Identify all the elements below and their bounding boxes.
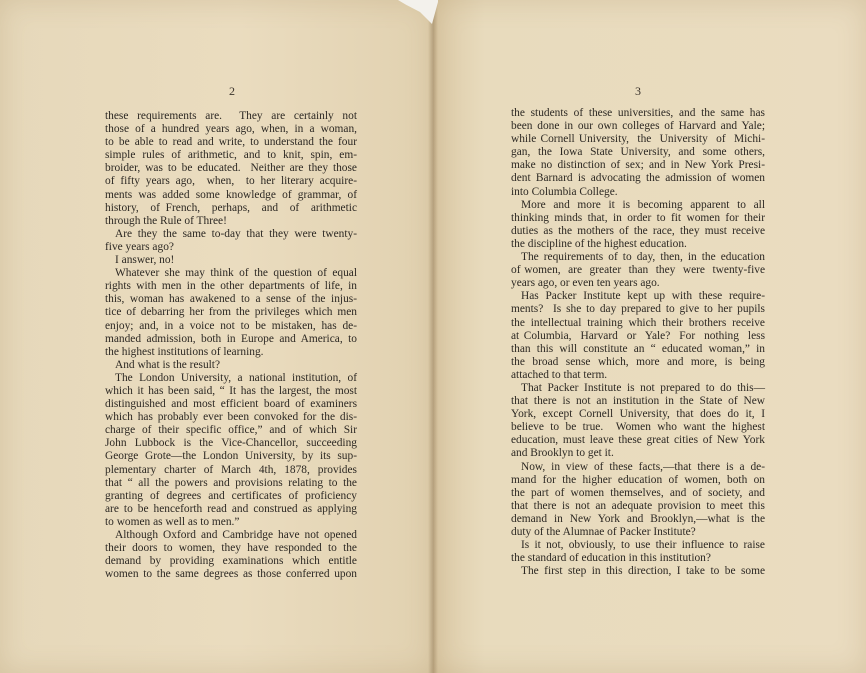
text-line: than this will constitute an “ educated woman,” in [511, 342, 765, 355]
text-line: George Grote—the London University, by its sup- [105, 450, 357, 463]
left-page-text [105, 110, 357, 581]
text-line: this, woman has awakened to a sense of the injus- [105, 293, 357, 306]
text-line: ments? Is she to day prepared to give to her pupils [511, 303, 765, 316]
text-line: the highest institutions of learning. [105, 345, 264, 358]
text-line: the part of women themselves, and of society, and [511, 486, 765, 499]
text-line: women to the same degrees as those conferred upon [105, 568, 357, 581]
text-line: which it has been said, “ It has the largest, the most [105, 384, 357, 397]
text-line: the students of these universities, and the same has [511, 107, 765, 119]
text-line: duty of the Alumnae of Packer Institute? [511, 526, 696, 538]
text-line: I answer, no! [115, 254, 175, 267]
text-line: More and more it is becoming apparent to all [521, 198, 765, 211]
text-line: the standard of education in this institution? [511, 552, 711, 565]
text-line: Whatever she may think of the question of equal [115, 267, 357, 280]
text-line: are to be henceforth read and construed as applying [105, 502, 357, 515]
text-line: to women as well as to men.” [105, 515, 240, 528]
text-line: attached to that term. [511, 368, 608, 381]
text-line: history, of French, perhaps, and of arithmetic [105, 201, 357, 214]
text-line: distinguished and most efficient board of examiners [105, 398, 357, 411]
text-line: education, must leave these great cities of New York [511, 434, 765, 447]
text-line: tice of debarring her from the privileges which men [105, 306, 357, 319]
text-line: The London University, a national institution, of [115, 371, 357, 384]
text-line: the intellectual training which their brothers receive [511, 316, 765, 329]
text-line: while Cornell University, the University of Michi- [511, 133, 765, 146]
text-line: That Packer Institute is not prepared to do this— [521, 381, 765, 394]
text-line: which has probably ever been convoked for the dis- [105, 411, 357, 424]
text-line: five years ago? [105, 240, 174, 253]
text-line: that there is not an adequate provision to meet this [511, 499, 765, 512]
text-line: of women, are greater than they were twenty-five [511, 264, 765, 277]
text-line: their doors to women, they have responded to the [105, 542, 357, 555]
text-line: manded admission, both in Europe and America, to [105, 332, 357, 345]
text-line: broider, was to be educated. Neither are they those [105, 162, 357, 175]
text-line: Are they the same to-day that they were twenty- [115, 227, 357, 240]
text-line: simple rules of arithmetic, and to knit, spin, em- [105, 149, 357, 162]
text-line: The requirements of to day, then, in the education [521, 251, 765, 264]
text-line: that there is not an institution in the State of New [511, 395, 765, 408]
text-line: these requirements are. They are certainly not [105, 110, 357, 122]
text-line: been done in our own colleges of Harvard and Yale; [511, 120, 765, 133]
text-line: the broad sense which, more and more, is being [511, 355, 765, 368]
text-line: gan, the Iowa State University, and some others, [511, 146, 765, 159]
page-number-left: 2 [229, 84, 235, 98]
text-line: believe to be true. Women who want the highest [511, 421, 765, 434]
text-line: granting of degrees and certificates of proficiency [105, 489, 357, 502]
text-line: dent Barnard is advocating the admission of women [511, 172, 765, 185]
text-line: and Brooklyn to get it. [511, 447, 614, 460]
text-line: of fifty years ago, when, to her literary acquire- [105, 175, 357, 188]
text-line: York, except Cornell University, that does do it, I [511, 408, 765, 421]
text-line: thinking minds that, in order to fit women for their [511, 211, 765, 224]
text-line: make no distinction of sex; and in New York Presi- [511, 159, 765, 172]
text-line: The first step in this direction, I take to be some [521, 565, 765, 578]
text-line: years ago, or even ten years ago. [511, 277, 660, 290]
text-line: through the Rule of Three! [105, 214, 227, 227]
text-line: to be able to read and write, to understand the four [105, 136, 357, 149]
text-line: And what is the result? [115, 358, 221, 371]
text-line: that “ all the powers and provisions relating to the [105, 476, 357, 489]
text-line: Has Packer Institute kept up with these require- [521, 290, 765, 303]
page-number-right: 3 [635, 84, 641, 98]
text-line: John Lubbock is the Vice-Chancellor, succeeding [105, 437, 357, 450]
text-line: Now, in view of these facts,—that there is a de- [521, 460, 765, 473]
text-line: rights with men in the other departments of life, in [105, 280, 357, 293]
text-line: Is it not, obviously, to use their influence to raise [521, 539, 765, 552]
text-line: mand for the higher education of women, both on [511, 473, 765, 486]
right-page-text [511, 107, 765, 578]
text-line: duties as the mothers of the race, they must receive [511, 224, 765, 237]
text-line: demand by providing examinations which entitle [105, 555, 357, 568]
text-line: Although Oxford and Cambridge have not opened [115, 529, 357, 541]
text-line: into Columbia College. [511, 185, 618, 198]
text-line: demand in New York and Brooklyn,—what is the [511, 512, 765, 525]
text-line: charge of their specific office,” and of which Sir [105, 424, 357, 437]
text-line: those of a hundred years ago, when, in a woman, [105, 123, 357, 136]
text-line: at Columbia, Harvard or Yale? For nothing less [511, 329, 765, 342]
text-line: enjoy; and, in a voice not to be mistaken, has de- [105, 319, 357, 332]
book-gutter [428, 0, 438, 673]
text-line: ments was added some knowledge of grammar, of [105, 188, 357, 201]
text-line: plementary charter of March 4th, 1878, provides [105, 463, 357, 476]
text-line: the discipline of the highest education. [511, 237, 687, 250]
